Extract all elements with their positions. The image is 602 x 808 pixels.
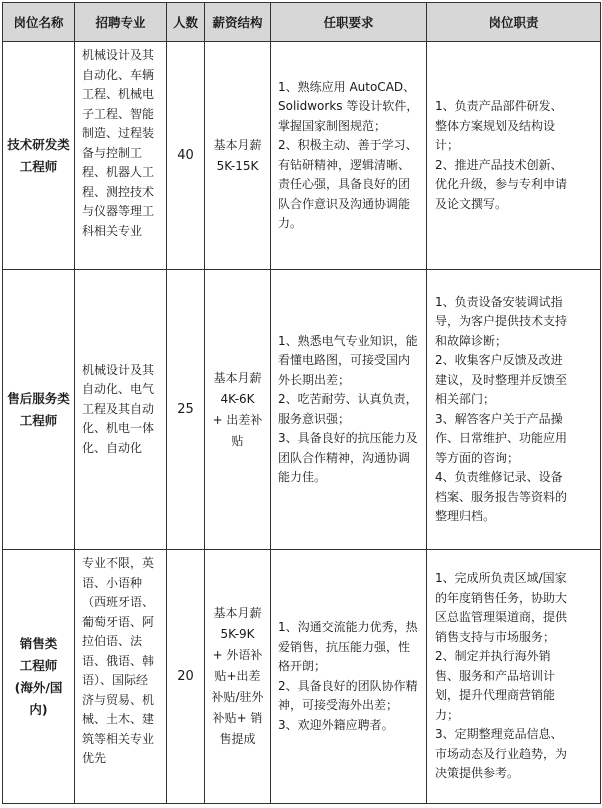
header-requirements: 任职要求 (271, 3, 427, 42)
major-line: 工程及其自动 (82, 401, 155, 416)
requirement-line: 1、熟练应用 AutoCAD、 (278, 79, 416, 94)
duty-line: 建议，及时整理并反馈至 (435, 372, 568, 387)
position-name-cell (3, 42, 75, 270)
header-row (3, 3, 601, 42)
salary-line: 补贴+ 销 (212, 711, 263, 725)
duty-line: 3、定期整理竞品信息、 (435, 727, 563, 742)
major-line: 自动化、电气 (82, 382, 155, 397)
major-line: 济与贸易、机 (82, 692, 155, 707)
duty-line: 2、推进产品技术创新、 (435, 157, 563, 172)
headcount-cell: 20 (167, 550, 205, 804)
duty-line: 1、负责产品部件研发、 (435, 99, 563, 113)
header-duties: 岗位职责 (427, 3, 601, 42)
duty-line: 1、负责设备安装调试指 (435, 294, 563, 309)
major-line: 机械设计及其 (82, 362, 155, 377)
major-line: 程、测控技术 (82, 184, 155, 199)
salary-line: 基本月薪 (213, 137, 262, 152)
salary-line: 补贴/驻外 (211, 690, 264, 704)
headcount-cell: 25 (167, 270, 205, 550)
salary-cell (205, 42, 271, 270)
requirements-cell (271, 550, 427, 804)
position-name-cell (3, 550, 75, 804)
table-row (3, 270, 601, 550)
duty-line: 3、解答客户关于产品操 (435, 411, 563, 426)
salary-line: 5K-15K (216, 158, 259, 173)
major-line: 自动化、车辆 (82, 67, 155, 82)
major-line: 机械设计及其 (82, 48, 155, 62)
salary-line: 贴+出差 (214, 669, 261, 683)
requirement-line: 格开朗； (278, 659, 327, 673)
requirement-line: 掌握国家制图规范； (278, 118, 387, 133)
requirement-line: 2、具备良好的团队协作精 (278, 678, 418, 693)
major-line: 备与控制工 (82, 145, 143, 160)
salary-line: 贴 (231, 433, 244, 448)
duty-line: 2、制定并执行海外销 (435, 649, 551, 664)
duty-line: 1、完成所负责区域/国家 (435, 571, 567, 586)
major-line: 语、小语种 (82, 575, 143, 590)
header-major: 招聘专业 (75, 3, 167, 42)
major-line: 子工程、智能 (82, 106, 155, 121)
major-line: 专业不限，英 (82, 556, 155, 570)
duty-line: 销售支持与市场服务； (435, 629, 556, 644)
requirement-line: Solidworks 等设计软件， (278, 99, 419, 113)
position-name-line: 技术研发类 (7, 136, 70, 152)
duty-line: 整体方案规划及结构设 (435, 118, 556, 133)
salary-line: 4K-6K (220, 391, 255, 406)
duty-line: 4、负责维修记录、设备 (435, 470, 563, 484)
major-line: 化、自动化 (82, 440, 143, 455)
requirement-line: 力。 (278, 216, 303, 230)
duty-line: 计； (435, 138, 460, 152)
duty-line: 区总监管理渠道商，提供 (435, 610, 568, 625)
position-name-line: 售后服务类 (7, 390, 70, 406)
requirement-line: 神，可接受海外出差； (278, 698, 399, 712)
requirement-line: 责任心强，具备良好的团 (278, 177, 411, 191)
salary-line: 基本月薪 (213, 606, 262, 620)
requirements-cell (271, 42, 427, 270)
major-line: 语）、国际经 (82, 673, 149, 687)
major-line: 优先 (82, 751, 107, 765)
duty-line: 市场动态及行业趋势，为 (435, 746, 568, 761)
salary-line: + 外语补 (212, 648, 263, 662)
position-name-line: 工程师 (19, 657, 58, 673)
position-name-cell (3, 270, 75, 550)
requirement-line: 团队合作精神，沟通协调 (278, 450, 411, 465)
requirement-line: 2、吃苦耐劳、认真负责， (278, 392, 418, 406)
major-line: 拉伯语、法 (82, 634, 143, 648)
duty-line: 整理归档。 (435, 509, 496, 523)
salary-line: 售提成 (219, 732, 256, 746)
requirement-line: 队合作意识及沟通协调能 (278, 196, 411, 211)
duty-line: 的年度销售任务，协助大 (435, 590, 568, 605)
duties-cell (427, 42, 601, 270)
duty-line: 等方面的咨询； (435, 450, 520, 465)
salary-cell (205, 270, 271, 550)
duty-line: 优化升级，参与专利申请 (435, 177, 568, 191)
requirements-cell (271, 270, 427, 550)
duty-line: 2、收集客户反馈及改进 (435, 353, 563, 367)
major-line: 与仪器等理工 (82, 204, 155, 218)
major-line: 程、机器人工 (82, 165, 155, 179)
major-cell (75, 550, 167, 804)
major-cell (75, 42, 167, 270)
requirement-line: 3、具备良好的抗压能力及 (278, 431, 418, 445)
requirement-line: 有钻研精神，逻辑清晰、 (278, 157, 411, 172)
table-row (3, 42, 601, 270)
duty-line: 档案、服务报告等资料的 (435, 489, 568, 504)
position-name-line: 内) (29, 701, 48, 717)
header-salary: 薪资结构 (205, 3, 271, 42)
duty-line: 导，为客户提供技术支持 (435, 314, 568, 328)
major-cell (75, 270, 167, 550)
duty-line: 力； (435, 707, 460, 722)
major-line: 工程、机械电 (82, 87, 155, 101)
duty-line: 售、服务和产品培训计 (435, 668, 556, 683)
header-position-name: 岗位名称 (3, 3, 75, 42)
salary-cell (205, 550, 271, 804)
duty-line: 作、日常维护、功能应用 (435, 431, 568, 445)
major-line: 语、俄语、韩 (82, 653, 155, 668)
major-line: 化、机电一体 (82, 421, 155, 436)
requirement-line: 服务意识强； (278, 411, 351, 426)
salary-line: 基本月薪 (213, 370, 262, 385)
position-name-line: 工程师 (19, 158, 58, 174)
requirement-line: 看懂电路图，可接受国内 (278, 353, 411, 367)
duty-line: 相关部门； (435, 392, 496, 406)
headcount-cell: 40 (167, 42, 205, 270)
requirement-line: 2、积极主动、善于学习、 (278, 138, 418, 152)
duty-line: 及论文撰写。 (435, 196, 508, 211)
requirement-line: 能力佳。 (278, 470, 327, 484)
duty-line: 和故障诊断； (435, 333, 508, 348)
table-row (3, 550, 601, 804)
requirement-line: 1、沟通交流能力优秀，热 (278, 620, 418, 634)
header-headcount: 人数 (167, 3, 205, 42)
recruitment-table (2, 2, 601, 804)
major-line: 葡萄牙语、阿 (82, 614, 155, 629)
position-name-line: 工程师 (19, 412, 58, 428)
major-line: 制造、过程装 (82, 126, 155, 140)
salary-line: + 出差补 (212, 412, 263, 427)
duty-line: 决策提供参考。 (435, 766, 520, 781)
major-line: （西班牙语、 (82, 595, 155, 609)
position-name-line: 销售类 (19, 635, 58, 651)
major-line: 科相关专业 (82, 223, 143, 238)
duty-line: 划，提升代理商营销能 (435, 688, 556, 703)
requirement-line: 爱销售，抗压能力强，性 (278, 639, 411, 654)
requirement-line: 3、欢迎外籍应聘者。 (278, 717, 394, 732)
major-line: 筑等相关专业 (82, 731, 155, 746)
salary-line: 5K-9K (220, 627, 255, 641)
requirement-line: 外长期出差； (278, 372, 351, 387)
position-name-line: (海外/国 (14, 679, 63, 695)
major-line: 械、土木、建 (82, 712, 155, 726)
duties-cell (427, 270, 601, 550)
requirement-line: 1、熟悉电气专业知识，能 (278, 333, 418, 348)
duties-cell (427, 550, 601, 804)
